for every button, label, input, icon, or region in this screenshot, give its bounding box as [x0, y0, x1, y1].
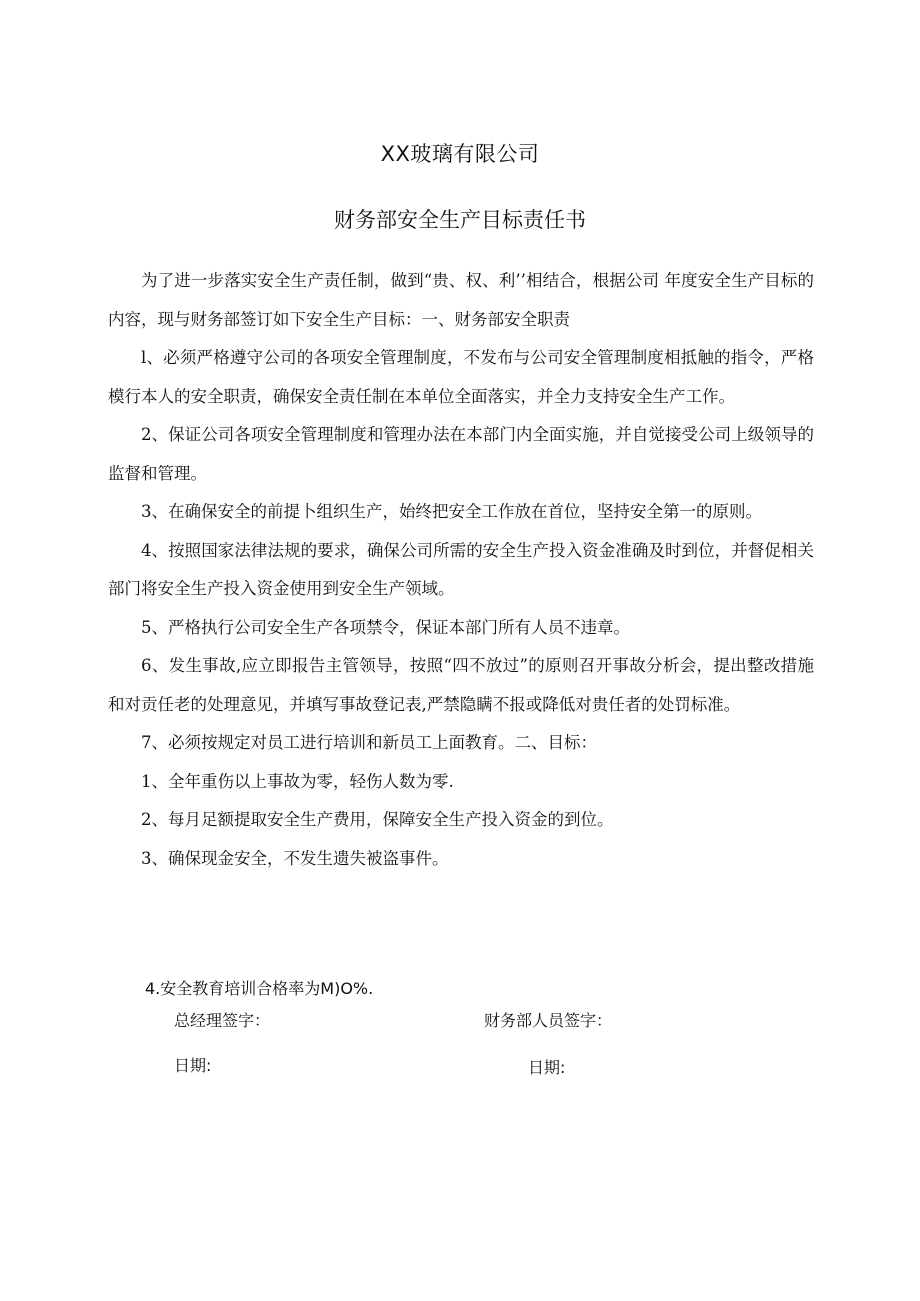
paragraph-item-4: 4、按照国家法律法规的要求，确保公司所需的安全生产投入资金准确及时到位，并督促相关部门将安全生产投入资金使用到安全生产领域。	[108, 540, 814, 598]
paragraph-intro: 为了进一步落实安全生产责任制，做到“贵、权、利’’相结合，根据公司 年度安全生产目标的内容，现与财务部签订如下安全生产目标：一、财务部安全职责	[108, 271, 814, 329]
paragraph-item-1: l、必须严格遵守公司的各项安全管理制度，不发布与公司安全管理制度相抵触的指令，严格模行本人的安全职责，确保安全责任制在本单位全面落实，并全力支持安全生产工作。	[108, 348, 814, 406]
gm-date-label: 日期:	[174, 1056, 212, 1075]
finance-signature-label: 财务部人员签字：	[484, 1011, 613, 1030]
goal-item-1: 1、全年重伤以上事故为零，轻伤人数为零.	[141, 771, 454, 791]
company-name: XX玻璃有限公司	[380, 142, 540, 166]
goal-item-4: 4.安全教育培训合格率为M)O%.	[145, 979, 374, 998]
paragraph-item-7: 7、必须按规定对员工进行培训和新员工上面教育。二、目标：	[141, 733, 597, 752]
document-body	[108, 262, 814, 878]
paragraph-item-6: 6、发生事故,应立即报告主管领导，按照“四不放过”的原则召开事故分析会，提出整改措施和对贡任老的处理意见，并填写事故登记表,严禁隐瞒不报或降低对贵任者的处罚标准。	[108, 656, 814, 714]
paragraph-item-3: 3、在确保安全的前提卜组织生产，始终把安全工作放在首位，坚持安全第一的原则。	[141, 502, 762, 521]
goal-item-2: 2、每月足额提取安全生产费用，保障安全生产投入资金的到位。	[141, 810, 614, 829]
goal-item-3: 3、确保现金安全，不发生遗失被盗事件。	[141, 848, 449, 868]
finance-date-label: 日期:	[528, 1058, 566, 1077]
gm-signature-label: 总经理签字：	[174, 1011, 271, 1030]
document-title: 财务部安全生产目标责任书	[334, 208, 586, 232]
paragraph-item-2: 2、保证公司各项安全管理制度和管理办法在本部门内全面实施，并自觉接受公司上级领导的监督和管理。	[108, 425, 814, 483]
paragraph-item-5: 5、严格执行公司安全生产各项禁令，保证本部门所有人员不违章。	[141, 617, 630, 637]
